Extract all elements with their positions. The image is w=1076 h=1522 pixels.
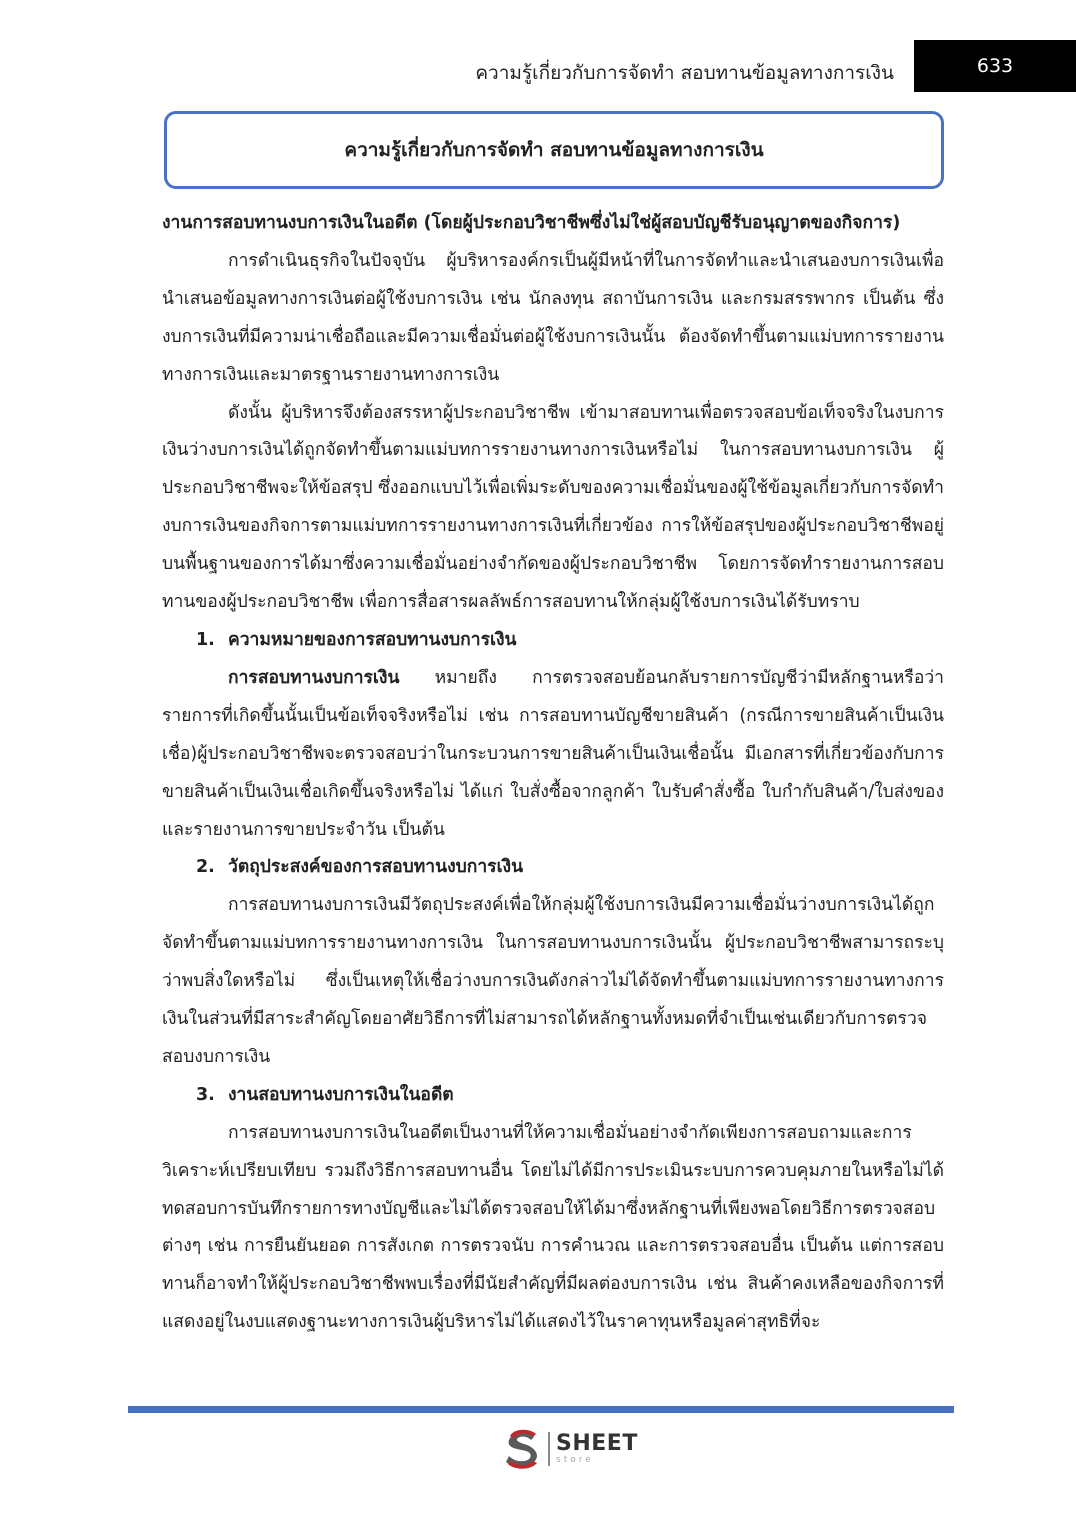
logo-separator xyxy=(548,1432,550,1466)
chapter-title: ความรู้เกี่ยวกับการจัดทำ สอบทานข้อมูลทางการเงิน xyxy=(344,139,764,161)
section-2-title: วัตถุประสงค์ของการสอบทานงบการเงิน xyxy=(228,857,524,878)
section-1-heading xyxy=(162,622,944,660)
section-1-number: 1. xyxy=(196,629,215,650)
logo-word: SHEET xyxy=(556,1431,638,1456)
footer-rule xyxy=(128,1406,954,1413)
logo-subword: store xyxy=(556,1455,594,1465)
intro-paragraph-1: การดำเนินธุรกิจในปัจจุบัน ผู้บริหารองค์กรเป็นผู้มีหน้าที่ในการจัดทำและนำเสนองบการเงินเพื่อนำเสนอข้อมูลทางการเงินต่อผู้ใช้งบการเงิน เช่น นักลงทุน สถาบันการเงิน และกรมสรรพากร เป็นต้น ซึ่งงบการเงินที่มีความน่าเชื่อถือและมีความเชื่อมั่นต่อผู้ใช้งบการเงินนั้น ต้องจัดทำขึ้นตามแม่บทการรายงานทางการเงินและมาตรฐานรายงานทางการเงิน xyxy=(162,250,944,385)
document-body xyxy=(162,205,944,1342)
section-1-text: หมายถึง การตรวจสอบย้อนกลับรายการบัญชีว่ามีหลักฐานหรือว่ารายการที่เกิดขึ้นนั้นเป็นข้อเท็จจริงหรือไม่ เช่น การสอบทานบัญชีขายสินค้า (กรณีการขายสินค้าเป็นเงินเชื่อ)ผู้ประกอบวิชาชีพจะตรวจสอบว่าในกระบวนการขายสินค้าเป็นเงินเชื่อนั้น มีเอกสารที่เกี่ยวข้องกับการขายสินค้าเป็นเงินเชื่อเกิดขึ้นจริงหรือไม่ ได้แก่ ใบสั่งซื้อจากลูกค้า ใบรับคำสั่งซื้อ ใบกำกับสินค้า/ใบส่งของ และรายงานการขายประจำวัน เป็นต้น xyxy=(162,667,944,840)
section-3-paragraph: การสอบทานงบการเงินในอดีตเป็นงานที่ให้ความเชื่อมั่นอย่างจำกัดเพียงการสอบถามและการวิเคราะห์เปรียบเทียบ รวมถึงวิธีการสอบทานอื่น โดยไม่ได้มีการประเมินระบบการควบคุมภายในหรือไม่ได้ทดสอบการบันทึกรายการทางบัญชีและไม่ได้ตรวจสอบให้ได้มาซึ่งหลักฐานที่เพียงพอโดยวิธีการตรวจสอบต่างๆ เช่น การยืนยันยอด การสังเกต การตรวจนับ การคำนวณ และการตรวจสอบอื่น เป็นต้น แต่การสอบทานก็อาจทำให้ผู้ประกอบวิชาชีพพบเรื่องที่มีนัยสำคัญที่มีผลต่องบการเงิน เช่น สินค้าคงเหลือของกิจการที่แสดงอยู่ในงบแสดงฐานะทางการเงินผู้บริหารไม่ได้แสดงไว้ในราคาทุนหรือมูลค่าสุทธิที่จะ xyxy=(162,1122,944,1333)
section-3-title: งานสอบทานงบการเงินในอดีต xyxy=(228,1084,454,1105)
section-1-bold-term: การสอบทานงบการเงิน xyxy=(228,667,400,688)
footer-logo xyxy=(500,1428,638,1470)
section-2-paragraph: การสอบทานงบการเงินมีวัตถุประสงค์เพื่อให้กลุ่มผู้ใช้งบการเงินมีความเชื่อมั่นว่างบการเงินได้ถูกจัดทำขึ้นตามแม่บทการรายงานทางการเงิน ในการสอบทานงบการเงินนั้น ผู้ประกอบวิชาชีพสามารถระบุว่าพบสิ่งใดหรือไม่ ซึ่งเป็นเหตุให้เชื่อว่างบการเงินดังกล่าวไม่ได้จัดทำขึ้นตามแม่บทการรายงานทางการเงินในส่วนที่มีสาระสำคัญโดยอาศัยวิธีการที่ไม่สามารถได้หลักฐานทั้งหมดที่จำเป็นเช่นเดียวกับการตรวจสอบงบการเงิน xyxy=(162,895,944,1067)
lead-heading: งานการสอบทานงบการเงินในอดีต (โดยผู้ประกอบวิชาชีพซึ่งไม่ใช่ผู้สอบบัญชีรับอนุญาตของกิจการ) xyxy=(162,213,901,233)
sheet-store-s-logo-icon xyxy=(500,1428,544,1470)
running-header-title: ความรู้เกี่ยวกับการจัดทำ สอบทานข้อมูลทางการเงิน xyxy=(475,62,894,84)
section-2-heading xyxy=(162,849,944,887)
section-1-paragraph xyxy=(162,660,944,850)
chapter-title-box xyxy=(164,111,944,189)
section-3-heading xyxy=(162,1077,944,1115)
page-number: 633 xyxy=(976,55,1014,77)
section-3-number: 3. xyxy=(196,1084,215,1105)
intro-paragraph-2: ดังนั้น ผู้บริหารจึงต้องสรรหาผู้ประกอบวิชาชีพ เข้ามาสอบทานเพื่อตรวจสอบข้อเท็จจริงในงบการเงินว่างบการเงินได้ถูกจัดทำขึ้นตามแม่บทการรายงานทางการเงินหรือไม่ ในการสอบทานงบการเงิน ผู้ประกอบวิชาชีพจะให้ข้อสรุป ซึ่งออกแบบไว้เพื่อเพิ่มระดับของความเชื่อมั่นของผู้ใช้ข้อมูลเกี่ยวกับการจัดทำงบการเงินของกิจการตามแม่บทการรายงานทางการเงินที่เกี่ยวข้อง การให้ข้อสรุปของผู้ประกอบวิชาชีพอยู่บนพื้นฐานของการได้มาซึ่งความเชื่อมั่นอย่างจำกัดของผู้ประกอบวิชาชีพ โดยการจัดทำรายงานการสอบทานของผู้ประกอบวิชาชีพ เพื่อการสื่อสารผลลัพธ์การสอบทานให้กลุ่มผู้ใช้งบการเงินได้รับทราบ xyxy=(162,402,944,613)
page-number-box xyxy=(914,40,1076,92)
logo-text xyxy=(556,1433,638,1465)
section-2-number: 2. xyxy=(196,857,215,878)
section-1-title: ความหมายของการสอบทานงบการเงิน xyxy=(228,629,517,650)
